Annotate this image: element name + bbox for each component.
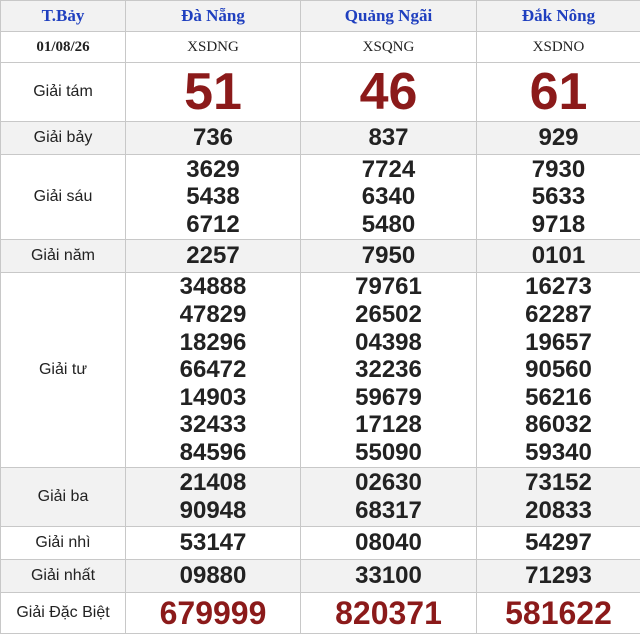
code-cell	[477, 32, 640, 63]
prize-label-cell	[1, 468, 126, 527]
prize-number[interactable]: 90560	[525, 356, 592, 384]
prize-numbers-cell	[126, 240, 301, 273]
prize-numbers-cell	[126, 63, 301, 122]
prize-numbers-cell	[301, 240, 477, 273]
province-name[interactable]: Quảng Ngãi	[344, 6, 433, 25]
special-prize-number[interactable]: 679999	[159, 595, 267, 631]
lottery-code[interactable]: XSDNO	[532, 39, 585, 55]
prize-label: Giải nhất	[30, 567, 96, 584]
prize-number[interactable]: 08040	[355, 529, 422, 557]
prize-numbers-cell	[477, 63, 640, 122]
code-cell	[126, 32, 301, 63]
prize-number[interactable]: 71293	[525, 562, 592, 590]
prize-number[interactable]: 02630	[355, 469, 422, 497]
prize-number[interactable]: 16273	[525, 273, 592, 301]
prize-number[interactable]: 56216	[525, 383, 592, 411]
prize-label: Giải sáu	[33, 188, 93, 205]
prize-number[interactable]: 6340	[361, 183, 416, 211]
draw-date[interactable]: 01/08/26	[36, 39, 90, 55]
prize-number[interactable]: 09880	[179, 562, 247, 590]
prize-number[interactable]: 26502	[355, 301, 422, 329]
date-cell	[1, 32, 126, 63]
prize-label-cell	[1, 63, 126, 122]
special-prize-number[interactable]: 581622	[505, 595, 612, 631]
prize-numbers-cell	[301, 527, 477, 560]
prize-numbers-cell	[301, 468, 477, 527]
prize-number[interactable]: 7724	[361, 155, 416, 183]
prize-number[interactable]: 47829	[179, 301, 247, 329]
prize-number[interactable]: 62287	[525, 301, 592, 329]
prize-number[interactable]: 3629	[186, 155, 240, 183]
prize-label: Giải tám	[33, 83, 93, 100]
prize-numbers-cell	[301, 155, 477, 240]
prize-number[interactable]: 84596	[179, 438, 247, 466]
prize-numbers-cell	[126, 273, 301, 468]
province-header-cell	[301, 1, 477, 32]
prize-row-g7	[1, 122, 640, 155]
prize-row-g6	[1, 155, 640, 240]
prize-number[interactable]: 73152	[525, 469, 592, 497]
prize-number[interactable]: 55090	[355, 438, 422, 466]
prize-numbers-cell	[477, 240, 640, 273]
prize-number[interactable]: 5480	[361, 210, 416, 238]
prize-number[interactable]: 53147	[179, 529, 247, 557]
prize-number[interactable]: 68317	[355, 497, 422, 524]
prize-number[interactable]: 32433	[179, 411, 247, 439]
prize-number[interactable]: 46	[359, 63, 418, 121]
prize-numbers-cell	[301, 593, 477, 634]
prize-label-cell	[1, 273, 126, 468]
prize-number[interactable]: 79761	[355, 273, 422, 301]
prize-row-g8	[1, 63, 640, 122]
province-name[interactable]: Đà Nẵng	[181, 6, 245, 25]
lottery-code[interactable]: XSQNG	[362, 39, 415, 55]
prize-number[interactable]: 7950	[361, 242, 416, 270]
prize-number[interactable]: 90948	[179, 497, 247, 524]
prize-row-g4	[1, 273, 640, 468]
prize-number[interactable]: 929	[538, 124, 579, 152]
prize-numbers-cell	[477, 468, 640, 527]
prize-number[interactable]: 51	[184, 63, 242, 121]
prize-number[interactable]: 9718	[531, 210, 586, 238]
day-label: T.Bảy	[41, 6, 85, 25]
prize-numbers-cell	[301, 122, 477, 155]
code-cell	[301, 32, 477, 63]
prize-numbers-cell	[477, 155, 640, 240]
prize-numbers-cell	[477, 593, 640, 634]
prize-number[interactable]: 2257	[186, 242, 240, 270]
prize-numbers-cell	[126, 122, 301, 155]
prize-number[interactable]: 34888	[179, 273, 247, 301]
special-prize-number[interactable]: 820371	[335, 595, 442, 631]
prize-number[interactable]: 32236	[355, 356, 422, 384]
prize-label-cell	[1, 240, 126, 273]
prize-number[interactable]: 0101	[531, 242, 586, 270]
province-header-cell	[477, 1, 640, 32]
prize-numbers-cell	[301, 63, 477, 122]
prize-label-cell	[1, 527, 126, 560]
header-row	[1, 1, 640, 32]
prize-row-g1	[1, 560, 640, 593]
prize-numbers-cell	[477, 527, 640, 560]
prize-number[interactable]: 54297	[525, 529, 592, 557]
prize-number[interactable]: 17128	[355, 411, 422, 439]
prize-row-g5	[1, 240, 640, 273]
prize-number[interactable]: 33100	[355, 562, 422, 590]
prize-number[interactable]: 837	[368, 124, 409, 152]
prize-numbers-cell	[301, 560, 477, 593]
province-name[interactable]: Đắk Nông	[521, 6, 596, 25]
prize-number[interactable]: 04398	[355, 328, 422, 356]
prize-numbers-cell	[126, 155, 301, 240]
prize-number[interactable]: 14903	[179, 383, 247, 411]
prize-number[interactable]: 66472	[179, 356, 247, 384]
prize-numbers-cell	[126, 468, 301, 527]
codes-row	[1, 32, 640, 63]
prize-number[interactable]: 59679	[355, 383, 422, 411]
prize-number[interactable]: 5438	[186, 183, 240, 211]
lottery-code[interactable]: XSDNG	[187, 39, 239, 55]
prize-label: Giải ba	[37, 488, 89, 505]
prize-number[interactable]: 7930	[531, 155, 586, 183]
prize-number[interactable]: 61	[529, 63, 588, 121]
prize-number[interactable]: 18296	[179, 328, 247, 356]
prize-number[interactable]: 736	[192, 124, 234, 152]
prize-label-cell	[1, 593, 126, 634]
prize-number[interactable]: 19657	[525, 328, 592, 356]
prize-numbers-cell	[477, 560, 640, 593]
prize-numbers-cell	[126, 560, 301, 593]
prize-label: Giải bảy	[33, 129, 93, 146]
prize-label-cell	[1, 122, 126, 155]
prize-numbers-cell	[126, 527, 301, 560]
prize-label: Giải năm	[30, 247, 96, 264]
prize-numbers-cell	[477, 273, 640, 468]
prize-number[interactable]: 21408	[179, 469, 247, 497]
prize-label: Giải Đặc Biệt	[16, 604, 110, 621]
prize-label: Giải nhì	[35, 534, 91, 551]
prize-label-cell	[1, 560, 126, 593]
prize-row-special	[1, 593, 640, 634]
prize-numbers-cell	[301, 273, 477, 468]
prize-label: Giải tư	[38, 361, 88, 378]
prize-row-g2	[1, 527, 640, 560]
prize-row-g3	[1, 468, 640, 527]
prize-number[interactable]: 59340	[525, 438, 592, 466]
province-header-cell	[126, 1, 301, 32]
prize-number[interactable]: 5633	[531, 183, 586, 211]
prize-numbers-cell	[126, 593, 301, 634]
prize-number[interactable]: 86032	[525, 411, 592, 439]
day-cell	[1, 1, 126, 32]
prize-number[interactable]: 20833	[525, 497, 592, 524]
prize-label-cell	[1, 155, 126, 240]
prize-numbers-cell	[477, 122, 640, 155]
prize-number[interactable]: 6712	[186, 210, 240, 238]
